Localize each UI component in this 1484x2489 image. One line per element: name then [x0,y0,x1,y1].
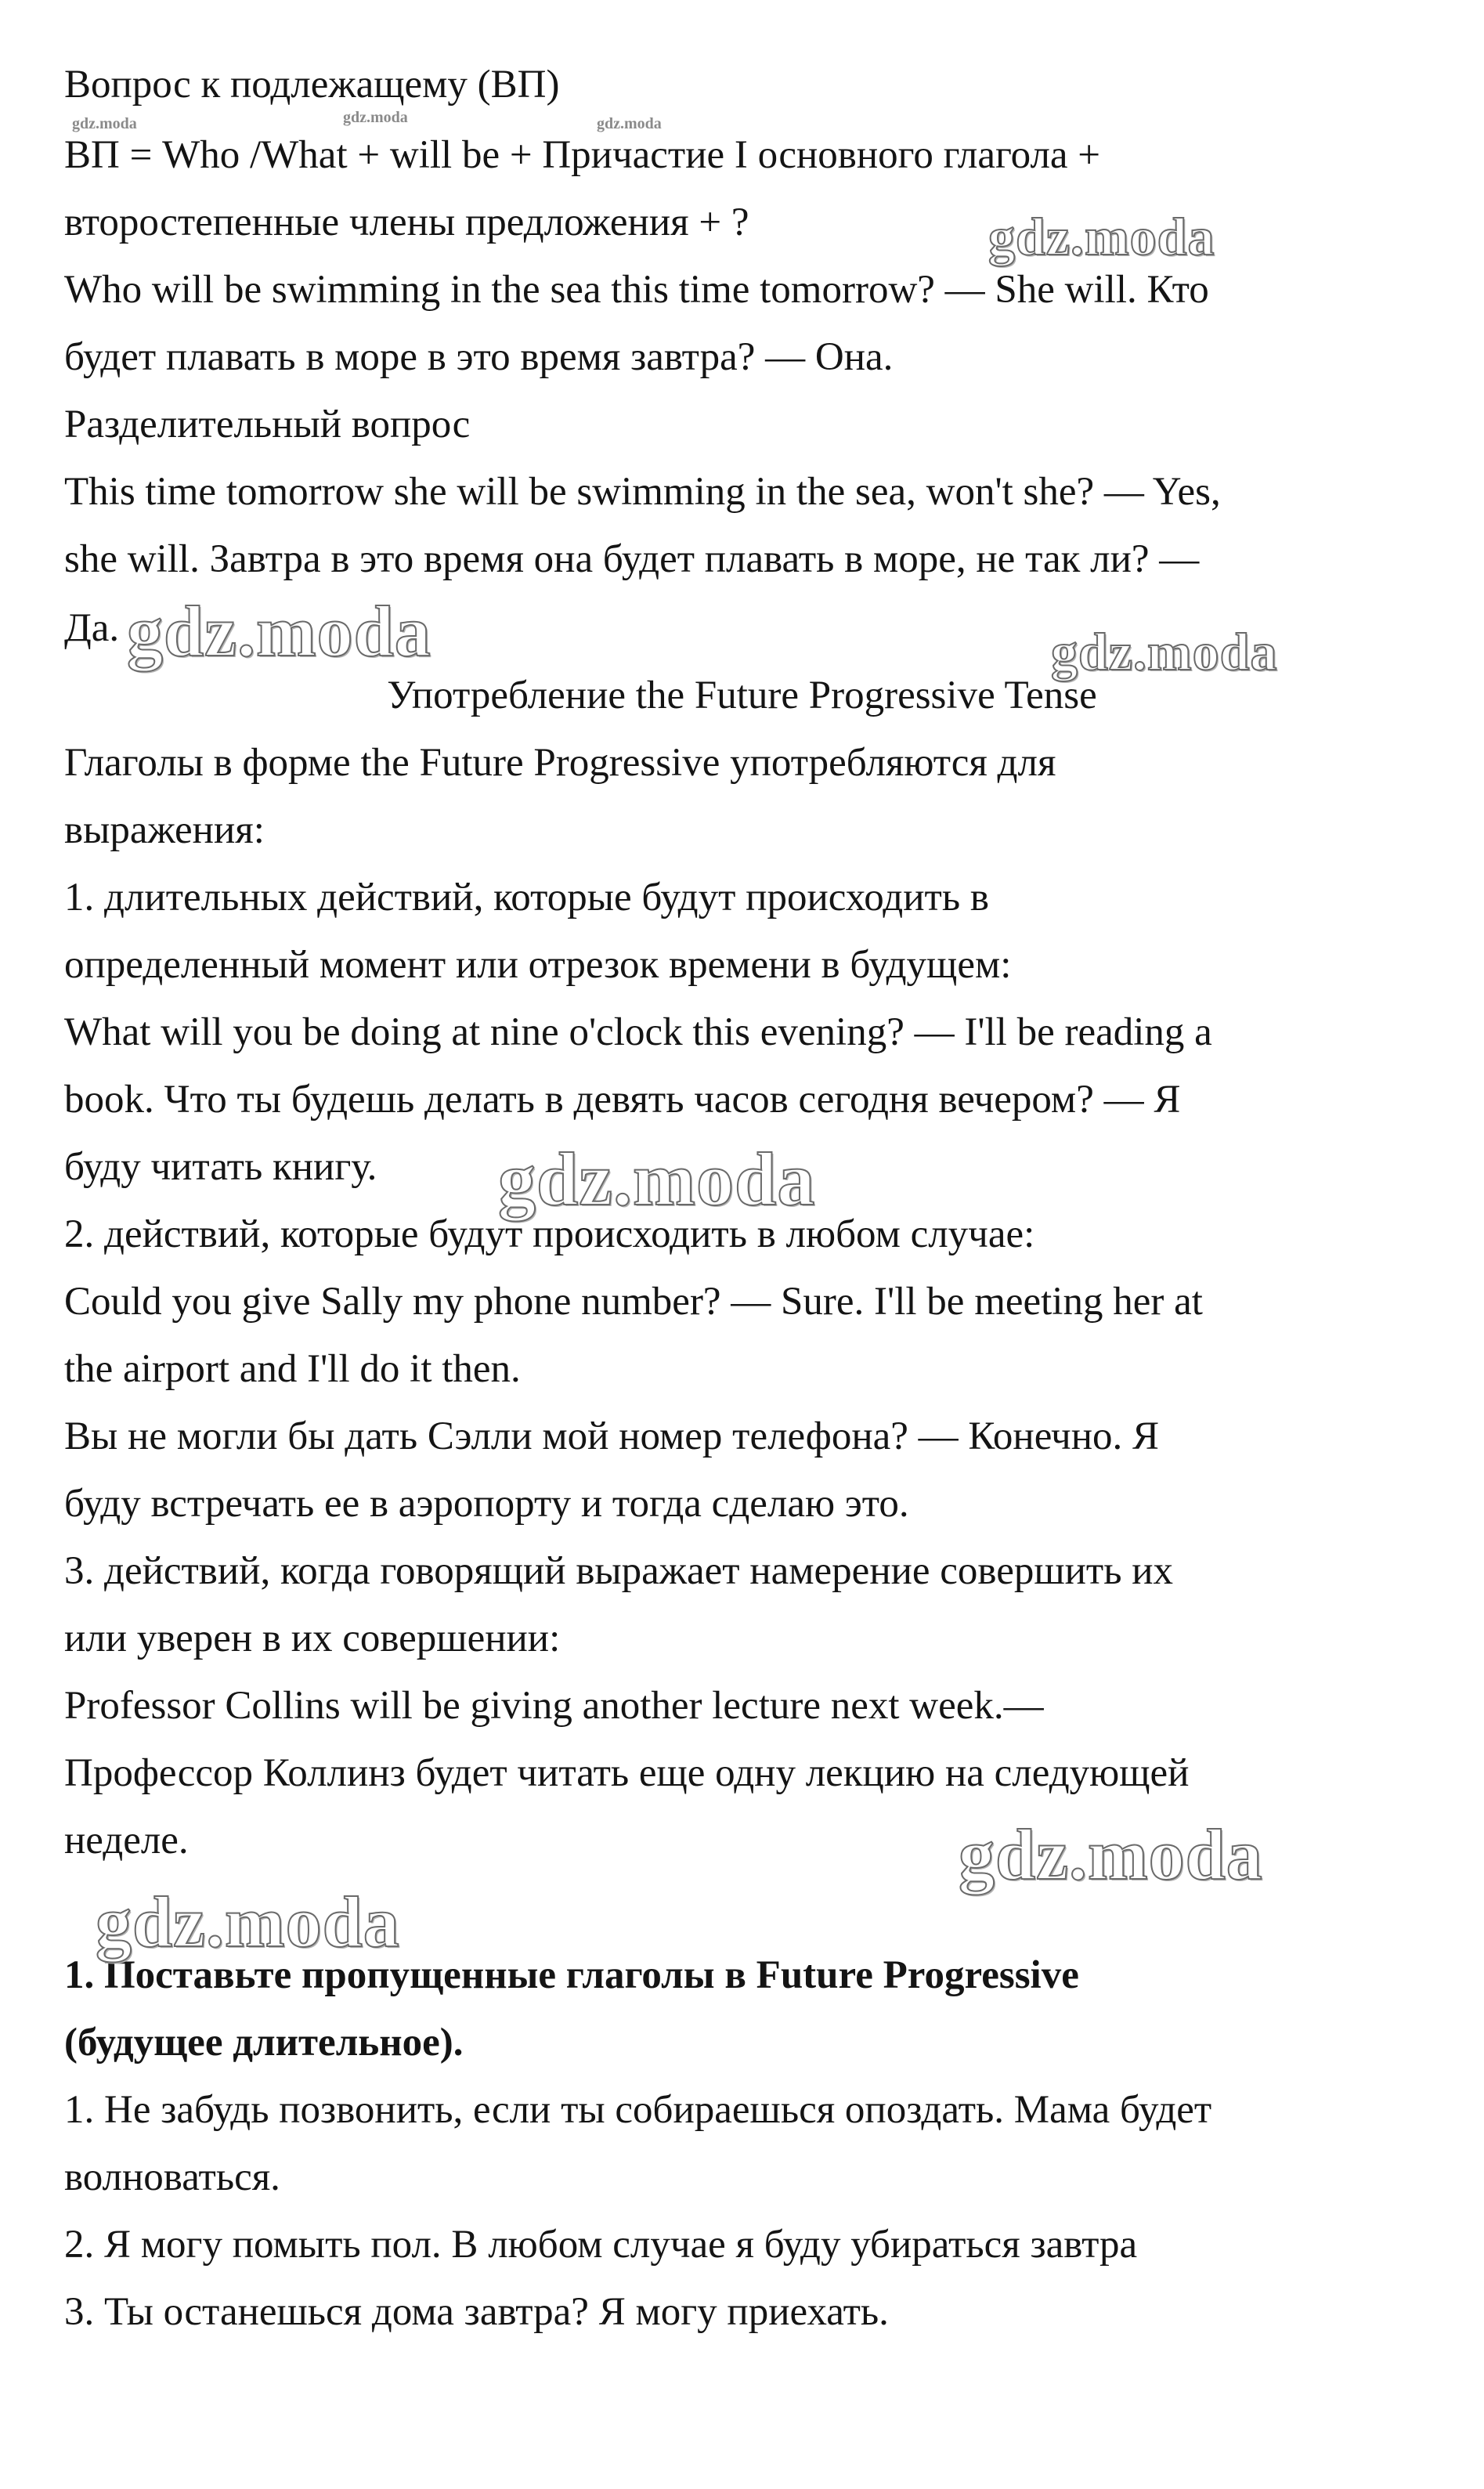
text-line: Could you give Sally my phone number? — Sure. I'll be meeting her at [64,1280,1203,1324]
watermark: gdz.moda [72,115,137,132]
text-line: 1. длительных действий, которые будут происходить в [64,876,989,919]
watermark: gdz.moda [96,1882,400,1962]
text-line: she will. Завтра в это время она будет плавать в море, не так ли? — [64,537,1200,581]
exercise-item: волноваться. [64,2155,280,2199]
text-line: Разделительный вопрос [64,403,471,446]
watermark: gdz.moda [498,1137,816,1221]
text-line: неделе. [64,1819,189,1862]
text-line: Вы не могли бы дать Сэлли мой номер телефона? — Конечно. Я [64,1414,1160,1458]
text-line: What will you be doing at nine o'clock this evening? — I'll be reading a [64,1010,1212,1054]
text-line: буду читать книгу. [64,1145,377,1189]
text-line: второстепенные члены предложения + ? [64,200,749,244]
text-line: или уверен в их совершении: [64,1617,561,1660]
text-line: 3. действий, когда говорящий выражает намерение совершить их [64,1549,1173,1593]
exercise-item: 2. Я могу помыть пол. В любом случае я буду убираться завтра [64,2223,1138,2267]
text-line: будет плавать в море в это время завтра? — Она. [64,335,894,379]
watermark: gdz.moda [127,591,431,671]
watermark: gdz.moda [1051,622,1278,681]
text-line: Who will be swimming in the sea this time tomorrow? — She will. Кто [64,268,1209,312]
watermark: gdz.moda [959,1815,1263,1895]
text-line: буду встречать ее в аэропорту и тогда сделаю это. [64,1482,909,1526]
text-line: the airport and I'll do it then. [64,1347,521,1391]
text-line: ВП = Who /What + will be + Причастие I основного глагола + [64,133,1101,177]
text-line: book. Что ты будешь делать в девять часов сегодня вечером? — Я [64,1078,1181,1122]
watermark: gdz.moda [988,207,1215,266]
text-line: Профессор Коллинз будет читать еще одну лекцию на следующей [64,1751,1190,1795]
text-line: 2. действий, которые будут происходить в любом случае: [64,1212,1035,1256]
text-line: Да. [64,606,120,650]
watermark: gdz.moda [343,109,408,126]
section-heading: Употребление the Future Progressive Tense [387,674,1097,717]
text-line: This time tomorrow she will be swimming in the sea, won't she? — Yes, [64,470,1221,514]
text-line: Вопрос к подлежащему (ВП) [64,63,560,107]
text-line: Professor Collins will be giving another lecture next week.— [64,1684,1044,1728]
text-line: Глаголы в форме the Future Progressive употребляются для [64,741,1056,785]
exercise-item: 1. Не забудь позвонить, если ты собираешься опоздать. Мама будет [64,2088,1212,2132]
exercise-heading: 1. Поставьте пропущенные глаголы в Future Progressive [64,1953,1079,1997]
exercise-heading: (будущее длительное). [64,2021,464,2065]
watermark: gdz.moda [597,115,662,132]
text-line: выражения: [64,808,265,852]
exercise-item: 3. Ты останешься дома завтра? Я могу приехать. [64,2290,889,2334]
text-line: определенный момент или отрезок времени в будущем: [64,943,1012,987]
